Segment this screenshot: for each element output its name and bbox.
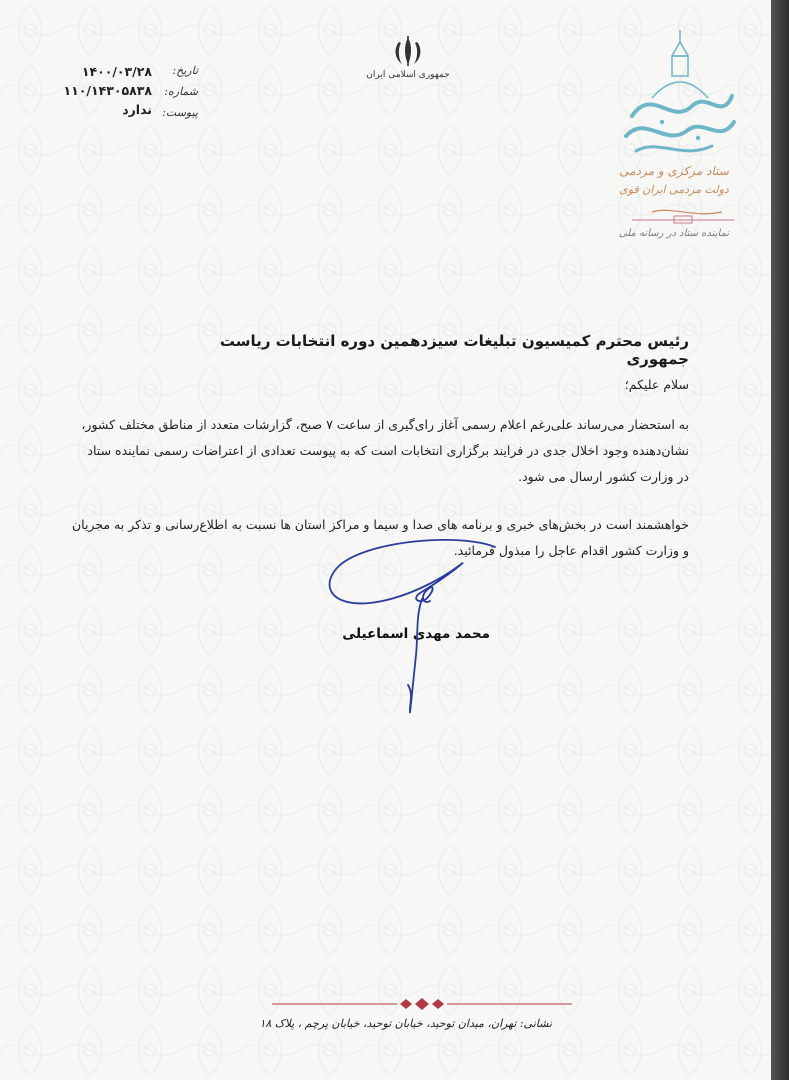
paragraph-2-line-2: و وزارت کشور اقدام عاجل را مبذول فرمائید. (453, 543, 689, 558)
meta-labels (150, 60, 198, 123)
footer-ornament (272, 997, 572, 1011)
letter-recipient: رئیس محترم کمیسیون تبلیغات سیزدهمین دوره انتخابات ریاست جمهوری (219, 332, 689, 368)
paragraph-1-line-3: در وزارت کشور ارسال می شود. (518, 469, 689, 484)
paragraph-1-line-2: نشان‌دهنده وجود اخلال جدی در فرایند برگزاری انتخابات است که به پیوست تعدادی از اعتراضات رسمی نماینده ستاد (87, 443, 689, 458)
paragraph-1 (69, 412, 689, 490)
number-value: ۱۱۰/۱۴۳۰۵۸۳۸ (63, 83, 152, 98)
background-edge (771, 0, 789, 1080)
meta-values (60, 62, 152, 119)
paragraph-2-line-1: خواهشمند است در بخش‌های خبری و برنامه های صدا و سیما و مراکز استان ها نسبت به اطلاع‌رسانی و تذکر به مجریان (71, 517, 689, 532)
emblem-caption: جمهوری اسلامی ایران (366, 70, 450, 80)
footer-address: نشانی: تهران، میدان توحید، خیابان توحید، خیابان پرچم ، پلاک ۱۸ (259, 1017, 552, 1030)
number-label: شماره: (164, 85, 198, 98)
attachment-label: پیوست: (162, 106, 198, 119)
handwritten-signature (310, 535, 510, 720)
signer-name: محمد مهدی اسماعیلی (342, 626, 490, 642)
iran-emblem-icon (388, 34, 428, 70)
paragraph-1-line-1: به استحضار می‌رساند علی‌رغم اعلام رسمی آغاز رای‌گیری از ساعت ۷ صبح، گزارشات متعدد از مناطق مختلف کشور، (81, 417, 689, 432)
date-label: تاریخ: (172, 64, 198, 77)
letter-greeting: سلام علیکم؛ (624, 377, 689, 392)
date-value: ۱۴۰۰/۰۳/۲۸ (81, 64, 152, 79)
attachment-value: ندارد (122, 102, 152, 117)
logo-line-2: دولت مردمی ایران قوی (619, 183, 729, 196)
logo-line-3: نماینده ستاد در رسانه ملی (618, 228, 730, 239)
campaign-logo-icon (612, 26, 744, 241)
logo-line-1: ستاد مرکزی و مردمی (619, 164, 729, 178)
